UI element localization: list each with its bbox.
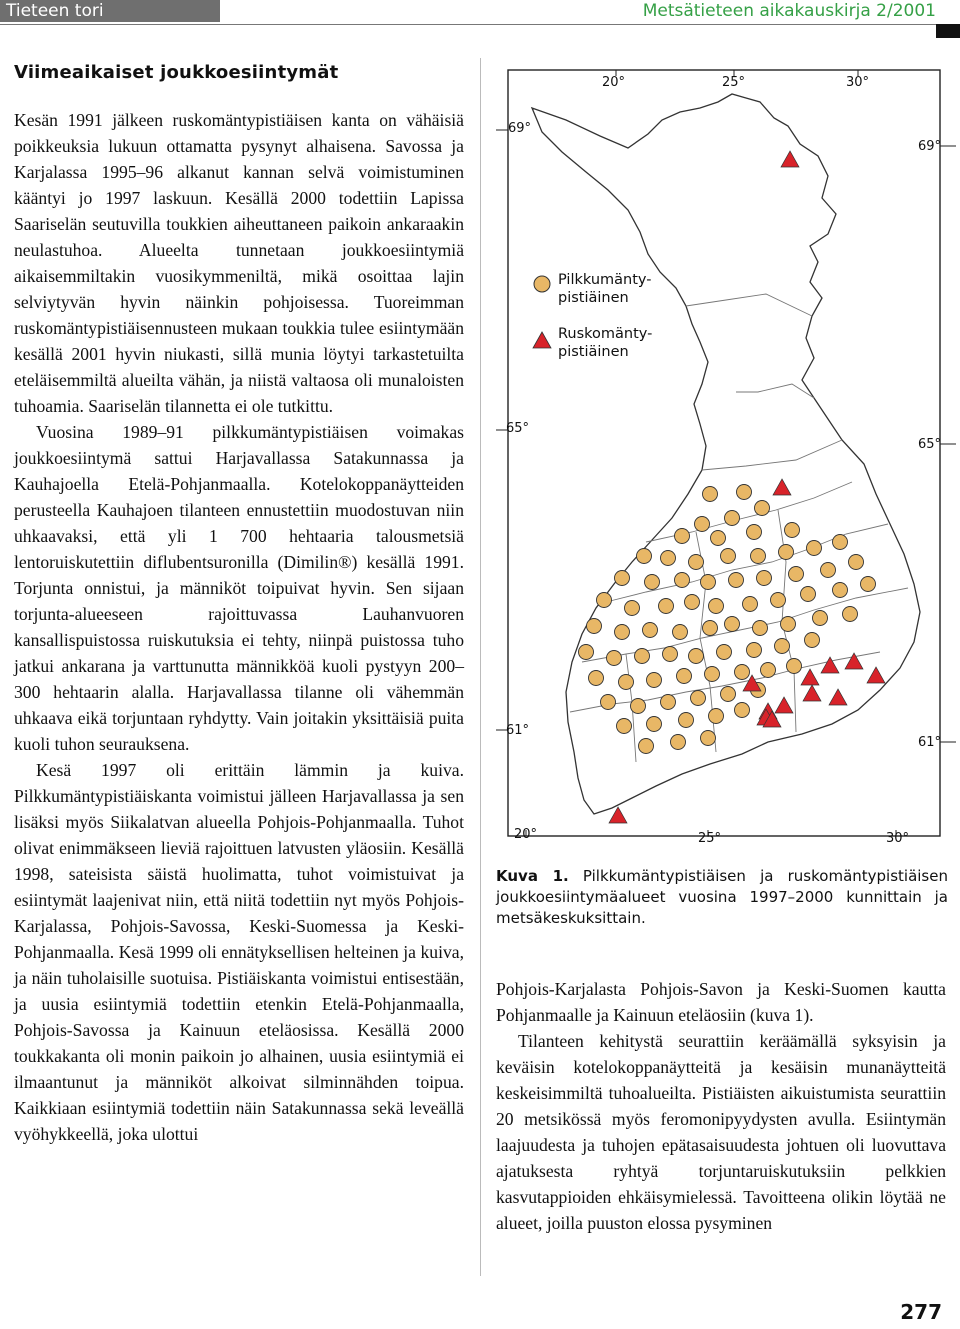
caption-text: Pilkkumäntypistiäisen ja ruskomäntypistiäisen joukkoesiintymäalueet vuosina 1997–2000 kunnittain ja metsäkeskuksittain. <box>496 867 948 927</box>
pilkku-site-marker <box>579 645 594 660</box>
pilkku-site-marker <box>861 577 876 592</box>
pilkku-site-marker <box>743 597 758 612</box>
pilkku-site-marker <box>721 549 736 564</box>
pilkku-site-marker <box>701 731 716 746</box>
pilkku-site-marker <box>755 501 770 516</box>
pilkku-site-marker <box>747 643 762 658</box>
pilkku-site-marker <box>761 663 776 678</box>
pilkku-site-marker <box>615 571 630 586</box>
pilkku-site-marker <box>725 511 740 526</box>
lon-label-bottom-30: 30° <box>886 831 910 846</box>
pilkku-site-marker <box>705 667 720 682</box>
pilkku-site-marker <box>673 625 688 640</box>
pilkku-site-marker <box>775 639 790 654</box>
pilkku-site-marker <box>671 735 686 750</box>
pilkku-site-marker <box>617 719 632 734</box>
legend-pilkku-line1: Pilkkumänty- <box>558 272 652 288</box>
finland-outline <box>532 94 920 814</box>
pilkku-site-marker <box>729 573 744 588</box>
section-label: Tieteen tori <box>0 0 220 22</box>
pilkku-site-marker <box>709 599 724 614</box>
column-divider <box>480 58 481 1276</box>
pilkku-site-marker <box>619 675 634 690</box>
header-rule <box>0 24 936 25</box>
pilkku-site-marker <box>663 647 678 662</box>
longitude-labels-top <box>602 75 869 90</box>
pilkku-site-marker <box>711 531 726 546</box>
lat-label-right-69: 69° <box>918 139 942 154</box>
pilkku-site-marker <box>701 575 716 590</box>
pilkku-site-marker <box>675 573 690 588</box>
lon-label-top-25: 25° <box>722 75 746 90</box>
pilkku-site-marker <box>735 665 750 680</box>
header-marker <box>936 24 960 38</box>
lat-label-right-65: 65° <box>918 437 942 452</box>
finland-map <box>496 62 956 852</box>
lon-label-bottom-20: 20° <box>514 827 538 842</box>
pilkku-site-marker <box>675 529 690 544</box>
pilkku-site-marker <box>785 523 800 538</box>
pilkku-site-marker <box>737 485 752 500</box>
pilkku-site-marker <box>833 583 848 598</box>
pilkku-site-marker <box>587 619 602 634</box>
lat-label-left-61: 61° <box>506 723 530 738</box>
right-column <box>496 976 946 1236</box>
page-number: 277 <box>900 1300 942 1324</box>
pilkku-site-marker <box>807 541 822 556</box>
pilkku-site-marker <box>659 599 674 614</box>
pilkku-site-marker <box>615 625 630 640</box>
pilkku-site-marker <box>589 671 604 686</box>
pilkku-site-marker <box>661 551 676 566</box>
lon-label-top-20: 20° <box>602 75 626 90</box>
pilkku-site-marker <box>735 703 750 718</box>
pilkku-site-marker <box>787 659 802 674</box>
pilkku-site-marker <box>813 611 828 626</box>
caption-label: Kuva 1. <box>496 867 569 885</box>
pilkku-site-marker <box>821 563 836 578</box>
pilkku-site-marker <box>751 549 766 564</box>
pilkku-site-marker <box>849 555 864 570</box>
pilkku-site-marker <box>647 717 662 732</box>
pilkku-site-marker <box>753 621 768 636</box>
section-heading: Viimeaikaiset joukkoesiintymät <box>14 62 339 83</box>
legend-triangle-icon <box>533 332 551 348</box>
pilkku-site-marker <box>625 601 640 616</box>
left-column <box>14 62 464 1147</box>
pilkku-site-marker <box>679 713 694 728</box>
legend-rusko-line1: Ruskomänty- <box>558 326 653 342</box>
legend-circle-icon <box>534 276 550 292</box>
pilkku-site-marker <box>833 535 848 550</box>
map-figure <box>496 62 956 852</box>
pilkku-site-marker <box>781 617 796 632</box>
paragraph-3: Kesä 1997 oli erittäin lämmin ja kuiva. Pilkkumäntypistiäiskanta voimistui jälleen Harjavallassa ja sen lisäksi myös Siikalatvan alueella Pohjois-Pohjanmaalla. Tuhot olivat enimmäkseen lieviä rajoittuen latvusten yläosiin. Kesällä 1998, sateisista säistä huolimatta, tuhot voimistuivat ja esiintymät laajenivat niin, että niitä todettiin nyt myös Pohjois-Karjalassa, Pohjois-Savossa, Keski-Suomessa ja Keski-Pohjanmaalla. Kesä 1999 oli ennätyksellisen helteinen ja kuiva, ja näin tuholaisille suotuisa. Pistiäiskanta voimistui entisestään, ja uusia esiintymiä todettiin etenkin Etelä-Pohjanmaalla, Pohjois-Savossa ja Kainuun eteläosissa. Kesällä 2000 toukkakanta oli monin paikoin jo alhainen, uusia esiintymiä ei ilmaantunut ja männiköt alkoivat silminnähden toipua. Kaikkiaan esiintymiä todettiin näin Satakunnassa sekä leveällä vyöhykkeellä, joka ulottui <box>14 760 464 1144</box>
pilkku-site-marker <box>685 595 700 610</box>
pilkku-site-marker <box>637 549 652 564</box>
paragraph-2: Vuosina 1989–91 pilkkumäntypistiäisen voimakas joukkoesiintymä sattui Harjavallassa Satakunnassa ja Kauhajoella Etelä-Pohjanmaalla. Kotelokoppanäytteiden perusteella Kauhajoen tilanteen ennustettiin muodostuvan niin uhkaavaksi, että yli 1 700 hehtaaria talousmetsiä lentoruiskutettiin diflubentsuronilla (Dimilin®) kesällä 1991. Torjunta onnistui, ja männiköt toipuivat hyvin. Sen sijaan torjunta-alueeseen rajoittuvassa Lauhanvuoren kansallispuistossa ruiskutuksia ei tehty, niinpä puistossa tuho jatkui ankarana ja varttunutta männikköä kuoli pystyyn 200–300 hehtaarin alalla. Harjavallassa tilanne oli vähemmän uhkaava eikä torjuntaan ryhdytty. Vain joitakin yksittäisiä puita kuoli tuhon seurauksena. <box>14 422 464 754</box>
pilkku-site-marker <box>843 607 858 622</box>
rusko-site-marker <box>609 807 627 823</box>
figure-caption <box>496 866 948 929</box>
pilkku-site-marker <box>689 649 704 664</box>
pilkku-site-marker <box>703 621 718 636</box>
pilkku-site-marker <box>771 593 786 608</box>
pilkku-site-marker <box>601 695 616 710</box>
pilkku-site-marker <box>643 623 658 638</box>
pilkku-site-marker <box>631 699 646 714</box>
pilkku-site-marker <box>677 669 692 684</box>
paragraph-right-1: Pohjois-Karjalasta Pohjois-Savon ja Keski-Suomen kautta Pohjanmaalle ja Kainuun eteläosiin (kuva 1). <box>496 979 946 1025</box>
pilkku-site-marker <box>607 651 622 666</box>
map-legend <box>533 272 652 360</box>
pilkku-site-marker <box>757 571 772 586</box>
pilkku-site-marker <box>717 645 732 660</box>
pilkku-site-marker <box>689 555 704 570</box>
pilkku-site-marker <box>647 673 662 688</box>
lat-label-right-61: 61° <box>918 735 942 750</box>
lon-label-top-30: 30° <box>846 75 870 90</box>
lon-label-bottom-25: 25° <box>698 831 722 846</box>
lat-label-left-65: 65° <box>506 421 530 436</box>
pilkku-site-marker <box>597 593 612 608</box>
pilkku-site-marker <box>645 575 660 590</box>
journal-title: Metsätieteen aikakauskirja 2/2001 <box>642 1 936 21</box>
pilkku-site-marker <box>721 687 736 702</box>
pilkku-site-marker <box>709 709 724 724</box>
pilkku-site-marker <box>639 739 654 754</box>
pilkku-site-marker <box>691 691 706 706</box>
pilkku-site-marker <box>747 525 762 540</box>
legend-rusko-line2: pistiäinen <box>558 344 629 360</box>
paragraph-right-2: Tilanteen kehitystä seurattiin keräämällä syksyisin ja keväisin kotelokoppanäytteitä ja kesäisin munanäytteitä keskeisimmiltä tuhoalueilta. Pistiäisten aikuistumista seurattiin 20 metsikössä myös feromonipyydysten avulla. Esiintymän laajuudesta ja tuhojen epätasaisuudesta johtuen oli luovuttava ajatuksesta ryhtyä torjuntaruiskutuksiin pelkkien kasvutappioiden ehkäisymielessä. Tavoitteena olikin löytää ne alueet, joilla puuston elossa pysyminen <box>496 1031 946 1233</box>
paragraph-1: Kesän 1991 jälkeen ruskomäntypistiäisen kanta on vähäisiä poikkeuksia lukuun ottamatta pysynyt alhaisena. Savossa ja Karjalassa 1995–96 alkanut kannan selvä voimistuminen kääntyi jo 1997 laskuun. Kesällä 2000 todettiin Lapissa Saariselän seutuvilla toukkien aiheuttaneen paikoin ankaraakin neulastuhoa. Alueelta tunnetaan joukkoesiintymiä aikaisemmiltakin vuosikymmeniltä, mikä osoittaa lajin selviytyvän hyvin näinkin pohjoisessa. Tuoreimman ruskomäntypistiäisennusteen mukaan toukkia tulee esiintymään kesällä 2001 hyvin niukasti, sillä munia löytyi tarkastetuilta eteläisemmiltä alueilta vähän, ja niistä valtaosa oli munaloisten tuhoamia. Saariselän tilannetta ei ole tutkittu. <box>14 110 464 416</box>
pilkku-site-marker <box>703 487 718 502</box>
pilkku-site-marker <box>801 587 816 602</box>
pilkku-site-marker <box>725 617 740 632</box>
pilkku-site-marker <box>635 649 650 664</box>
pilkku-site-marker <box>805 633 820 648</box>
pilkku-site-marker <box>779 545 794 560</box>
pilkku-site-marker <box>695 517 710 532</box>
legend-pilkku-line2: pistiäinen <box>558 290 629 306</box>
pilkku-site-marker <box>661 695 676 710</box>
pilkku-site-marker <box>789 567 804 582</box>
lat-label-left-69: 69° <box>508 121 532 136</box>
